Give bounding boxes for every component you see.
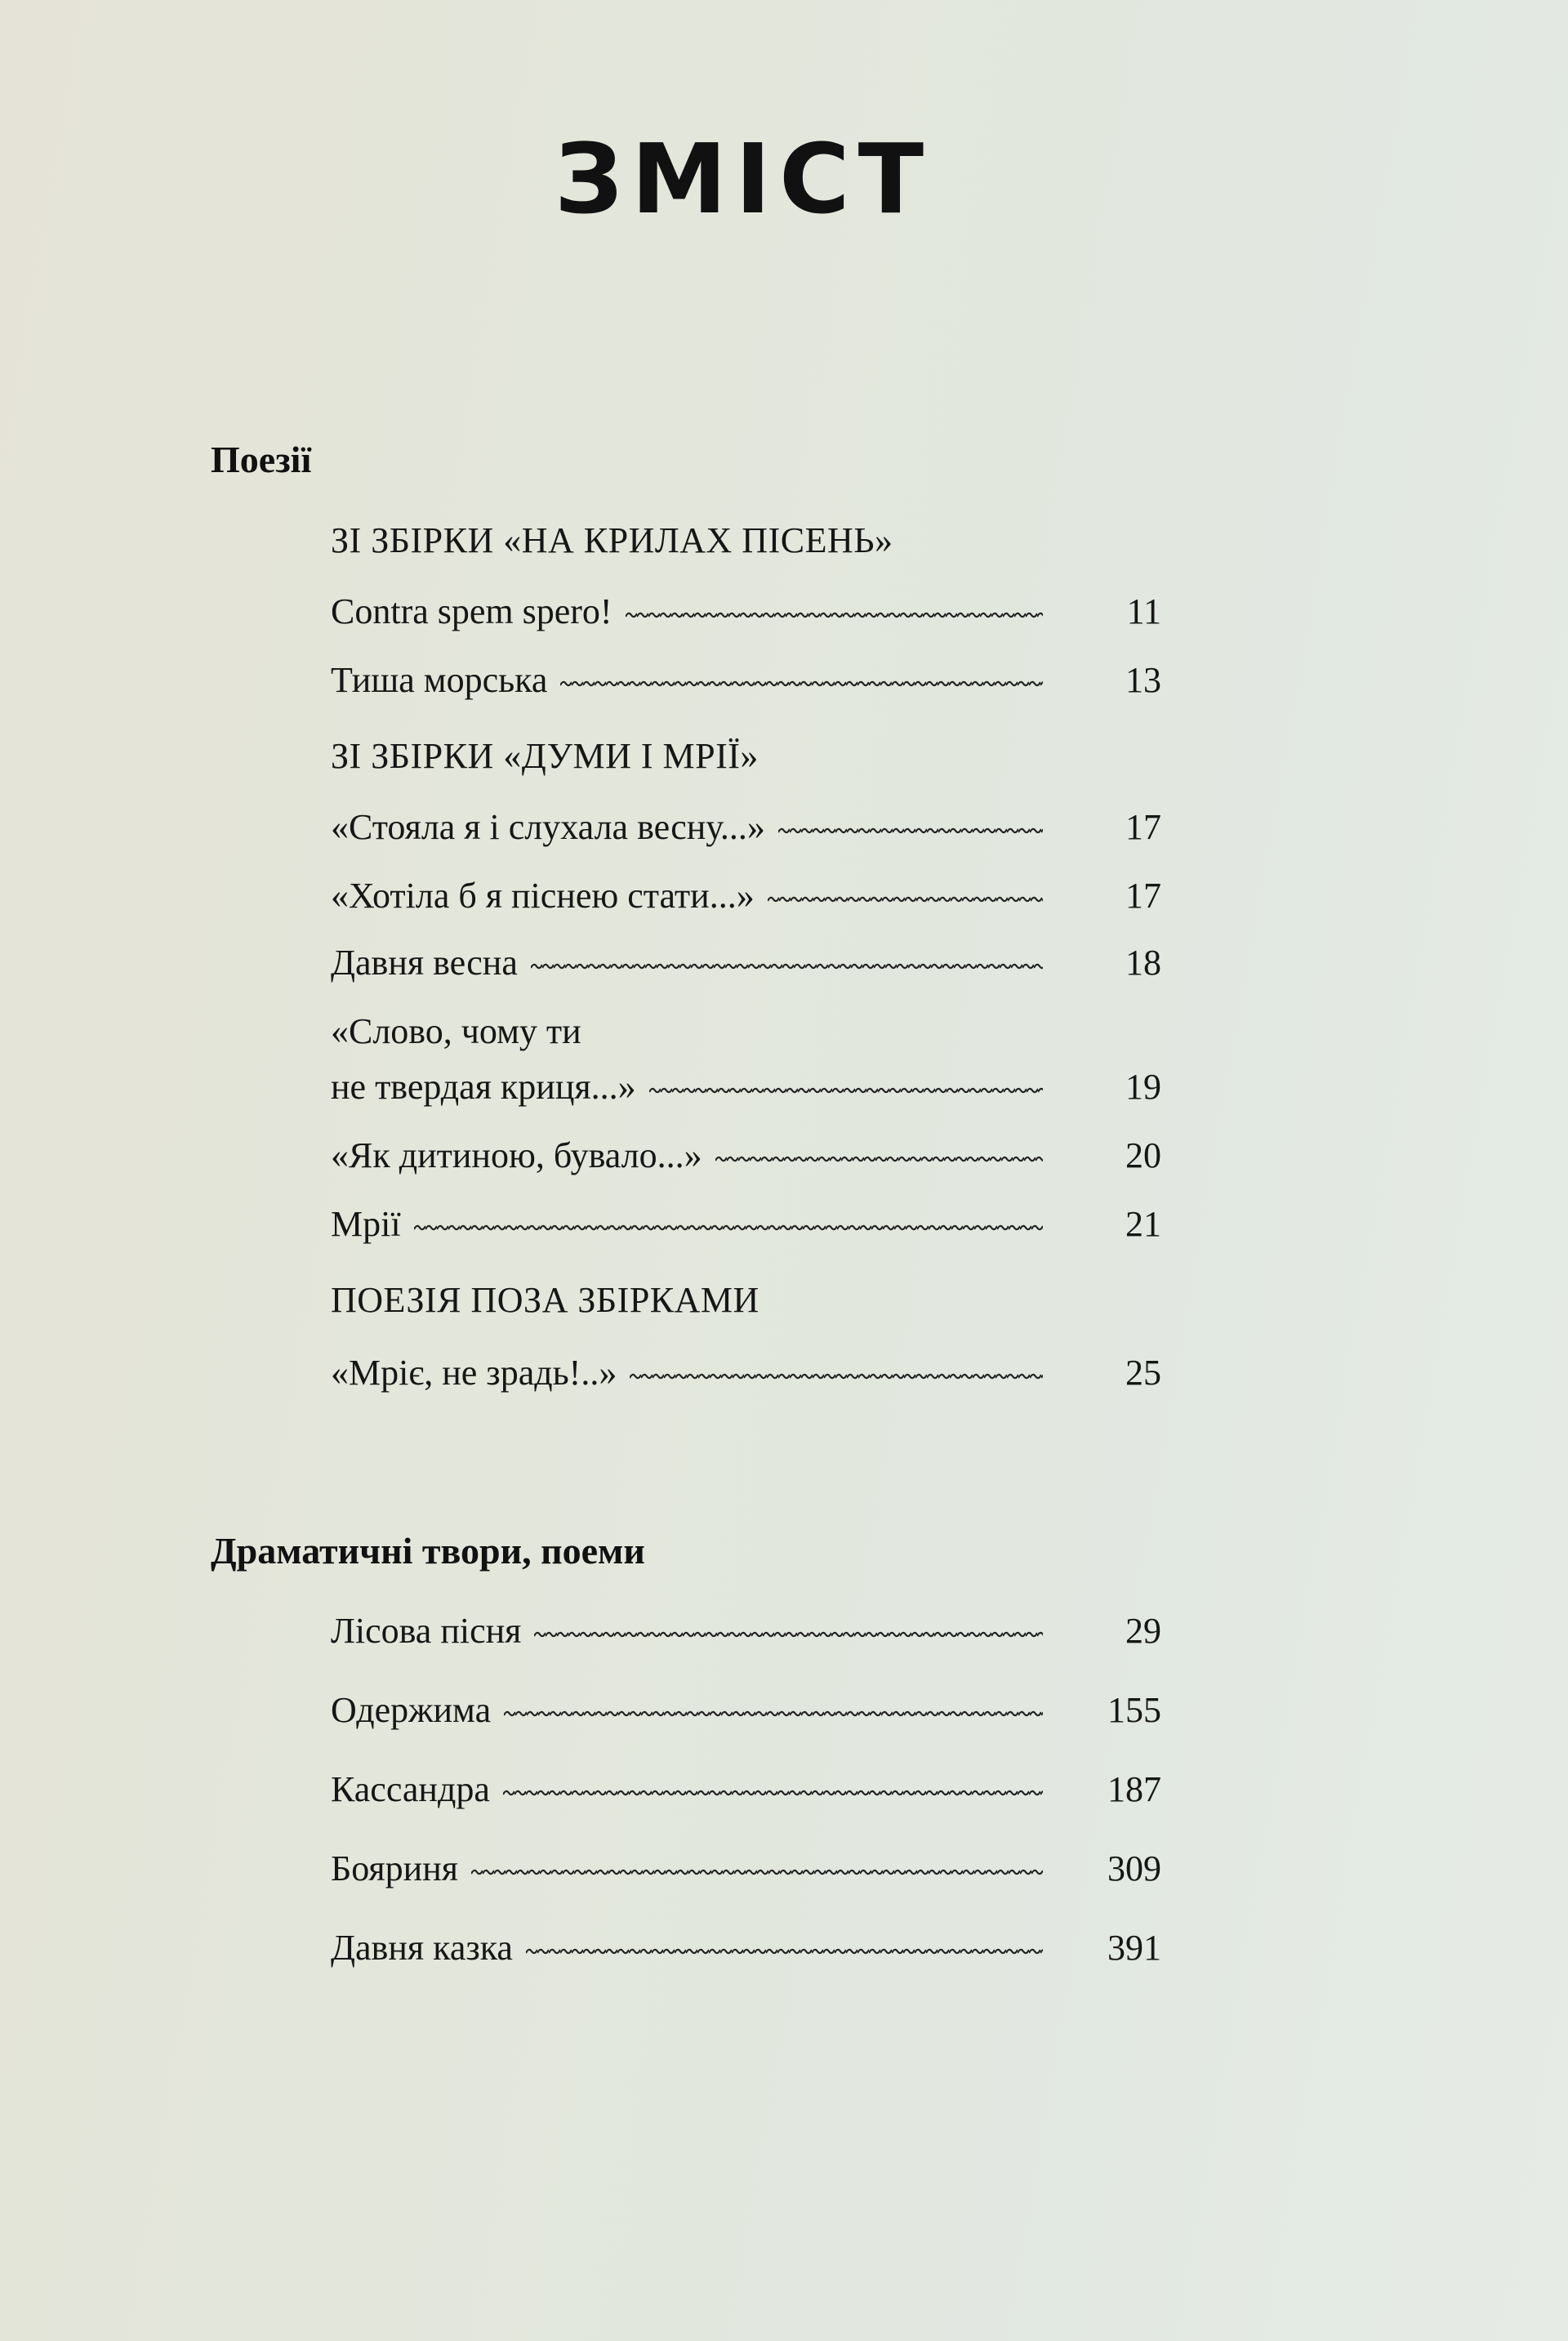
toc-entry-page: 25 (1125, 1353, 1161, 1393)
toc-entry[interactable] (331, 938, 1161, 983)
toc-entry-title: Давня казка (331, 1928, 513, 1968)
toc-entry-page: 17 (1125, 807, 1161, 847)
toc-entry-title: Тиша морська (331, 660, 548, 700)
toc-entry-page: 155 (1107, 1690, 1161, 1730)
toc-entry[interactable] (331, 586, 1161, 632)
toc-entry-page: 18 (1125, 943, 1161, 983)
leader-dots (531, 961, 1043, 972)
toc-entry-page: 21 (1125, 1204, 1161, 1244)
toc-entry-title: не твердая криця...» (331, 1067, 636, 1107)
toc-entry-title: «Як дитиною, бувало...» (331, 1135, 702, 1175)
leader-dots (715, 1153, 1043, 1165)
leader-dots (471, 1866, 1043, 1878)
toc-entry-page: 13 (1125, 660, 1161, 700)
toc-entry-title: Мрії (331, 1204, 401, 1244)
leader-dots (778, 825, 1043, 836)
toc-entry-title: Кассандра (331, 1769, 490, 1809)
toc-entry[interactable] (331, 1606, 1161, 1652)
toc-entry-page: 29 (1125, 1611, 1161, 1651)
leader-dots (504, 1708, 1043, 1719)
section-heading-poetry: Поезії (211, 439, 312, 480)
toc-entry-title: «Хотіла б я піснею стати...» (331, 876, 755, 916)
toc-entry[interactable] (331, 1844, 1161, 1889)
toc-entry[interactable] (331, 1685, 1161, 1731)
toc-entry-page: 187 (1107, 1769, 1161, 1809)
toc-entry-title: «Мріє, не зрадь!..» (331, 1353, 617, 1393)
toc-entry[interactable] (331, 655, 1161, 701)
toc-entry-page: 19 (1125, 1067, 1161, 1107)
leader-dots (526, 1946, 1043, 1957)
toc-entry-title: Лісова пісня (331, 1611, 522, 1651)
leader-dots (560, 678, 1043, 689)
toc-entry[interactable] (331, 1764, 1161, 1810)
leader-dots (414, 1222, 1043, 1233)
toc-entry-page: 20 (1125, 1135, 1161, 1175)
subsection-heading-poeziia-poza-zbirkamy: ПОЕЗІЯ ПОЗА ЗБІРКАМИ (331, 1280, 760, 1320)
toc-entry-page: 11 (1126, 591, 1161, 631)
toc-entry-page: 391 (1107, 1928, 1161, 1968)
toc-entry-title: Бояриня (331, 1848, 458, 1888)
toc-entry[interactable] (331, 802, 1161, 848)
toc-entry-title: Contra spem spero! (331, 591, 612, 631)
leader-dots (630, 1371, 1043, 1382)
toc-entry-title: «Стояла я і слухала весну...» (331, 807, 765, 847)
leader-dots (768, 894, 1043, 905)
leader-dots (626, 609, 1043, 621)
page-title: ЗМІСТ (554, 123, 933, 235)
toc-entry-title: Одержима (331, 1690, 492, 1730)
toc-entry-page: 309 (1107, 1848, 1161, 1888)
leader-dots (503, 1787, 1043, 1799)
toc-entry[interactable] (331, 871, 1161, 916)
toc-entry-title-line1: «Слово, чому ти (331, 1011, 581, 1051)
toc-entry[interactable] (331, 1130, 1161, 1176)
toc-entry[interactable] (331, 1011, 1161, 1108)
subsection-heading-na-krylakh-pisen: ЗІ ЗБІРКИ «НА КРИЛАХ ПІСЕНЬ» (331, 520, 893, 560)
leader-dots (649, 1085, 1043, 1096)
toc-entry-page: 17 (1125, 876, 1161, 916)
toc-entry[interactable] (331, 1199, 1161, 1245)
toc-entry[interactable] (331, 1348, 1161, 1393)
toc-entry-title: Давня весна (331, 943, 518, 983)
subsection-heading-dumy-i-mrii: ЗІ ЗБІРКИ «ДУМИ І МРІЇ» (331, 736, 759, 776)
toc-entry[interactable] (331, 1923, 1161, 1969)
section-heading-dramatic-works: Драматичні твори, поеми (211, 1530, 645, 1572)
leader-dots (534, 1629, 1043, 1640)
